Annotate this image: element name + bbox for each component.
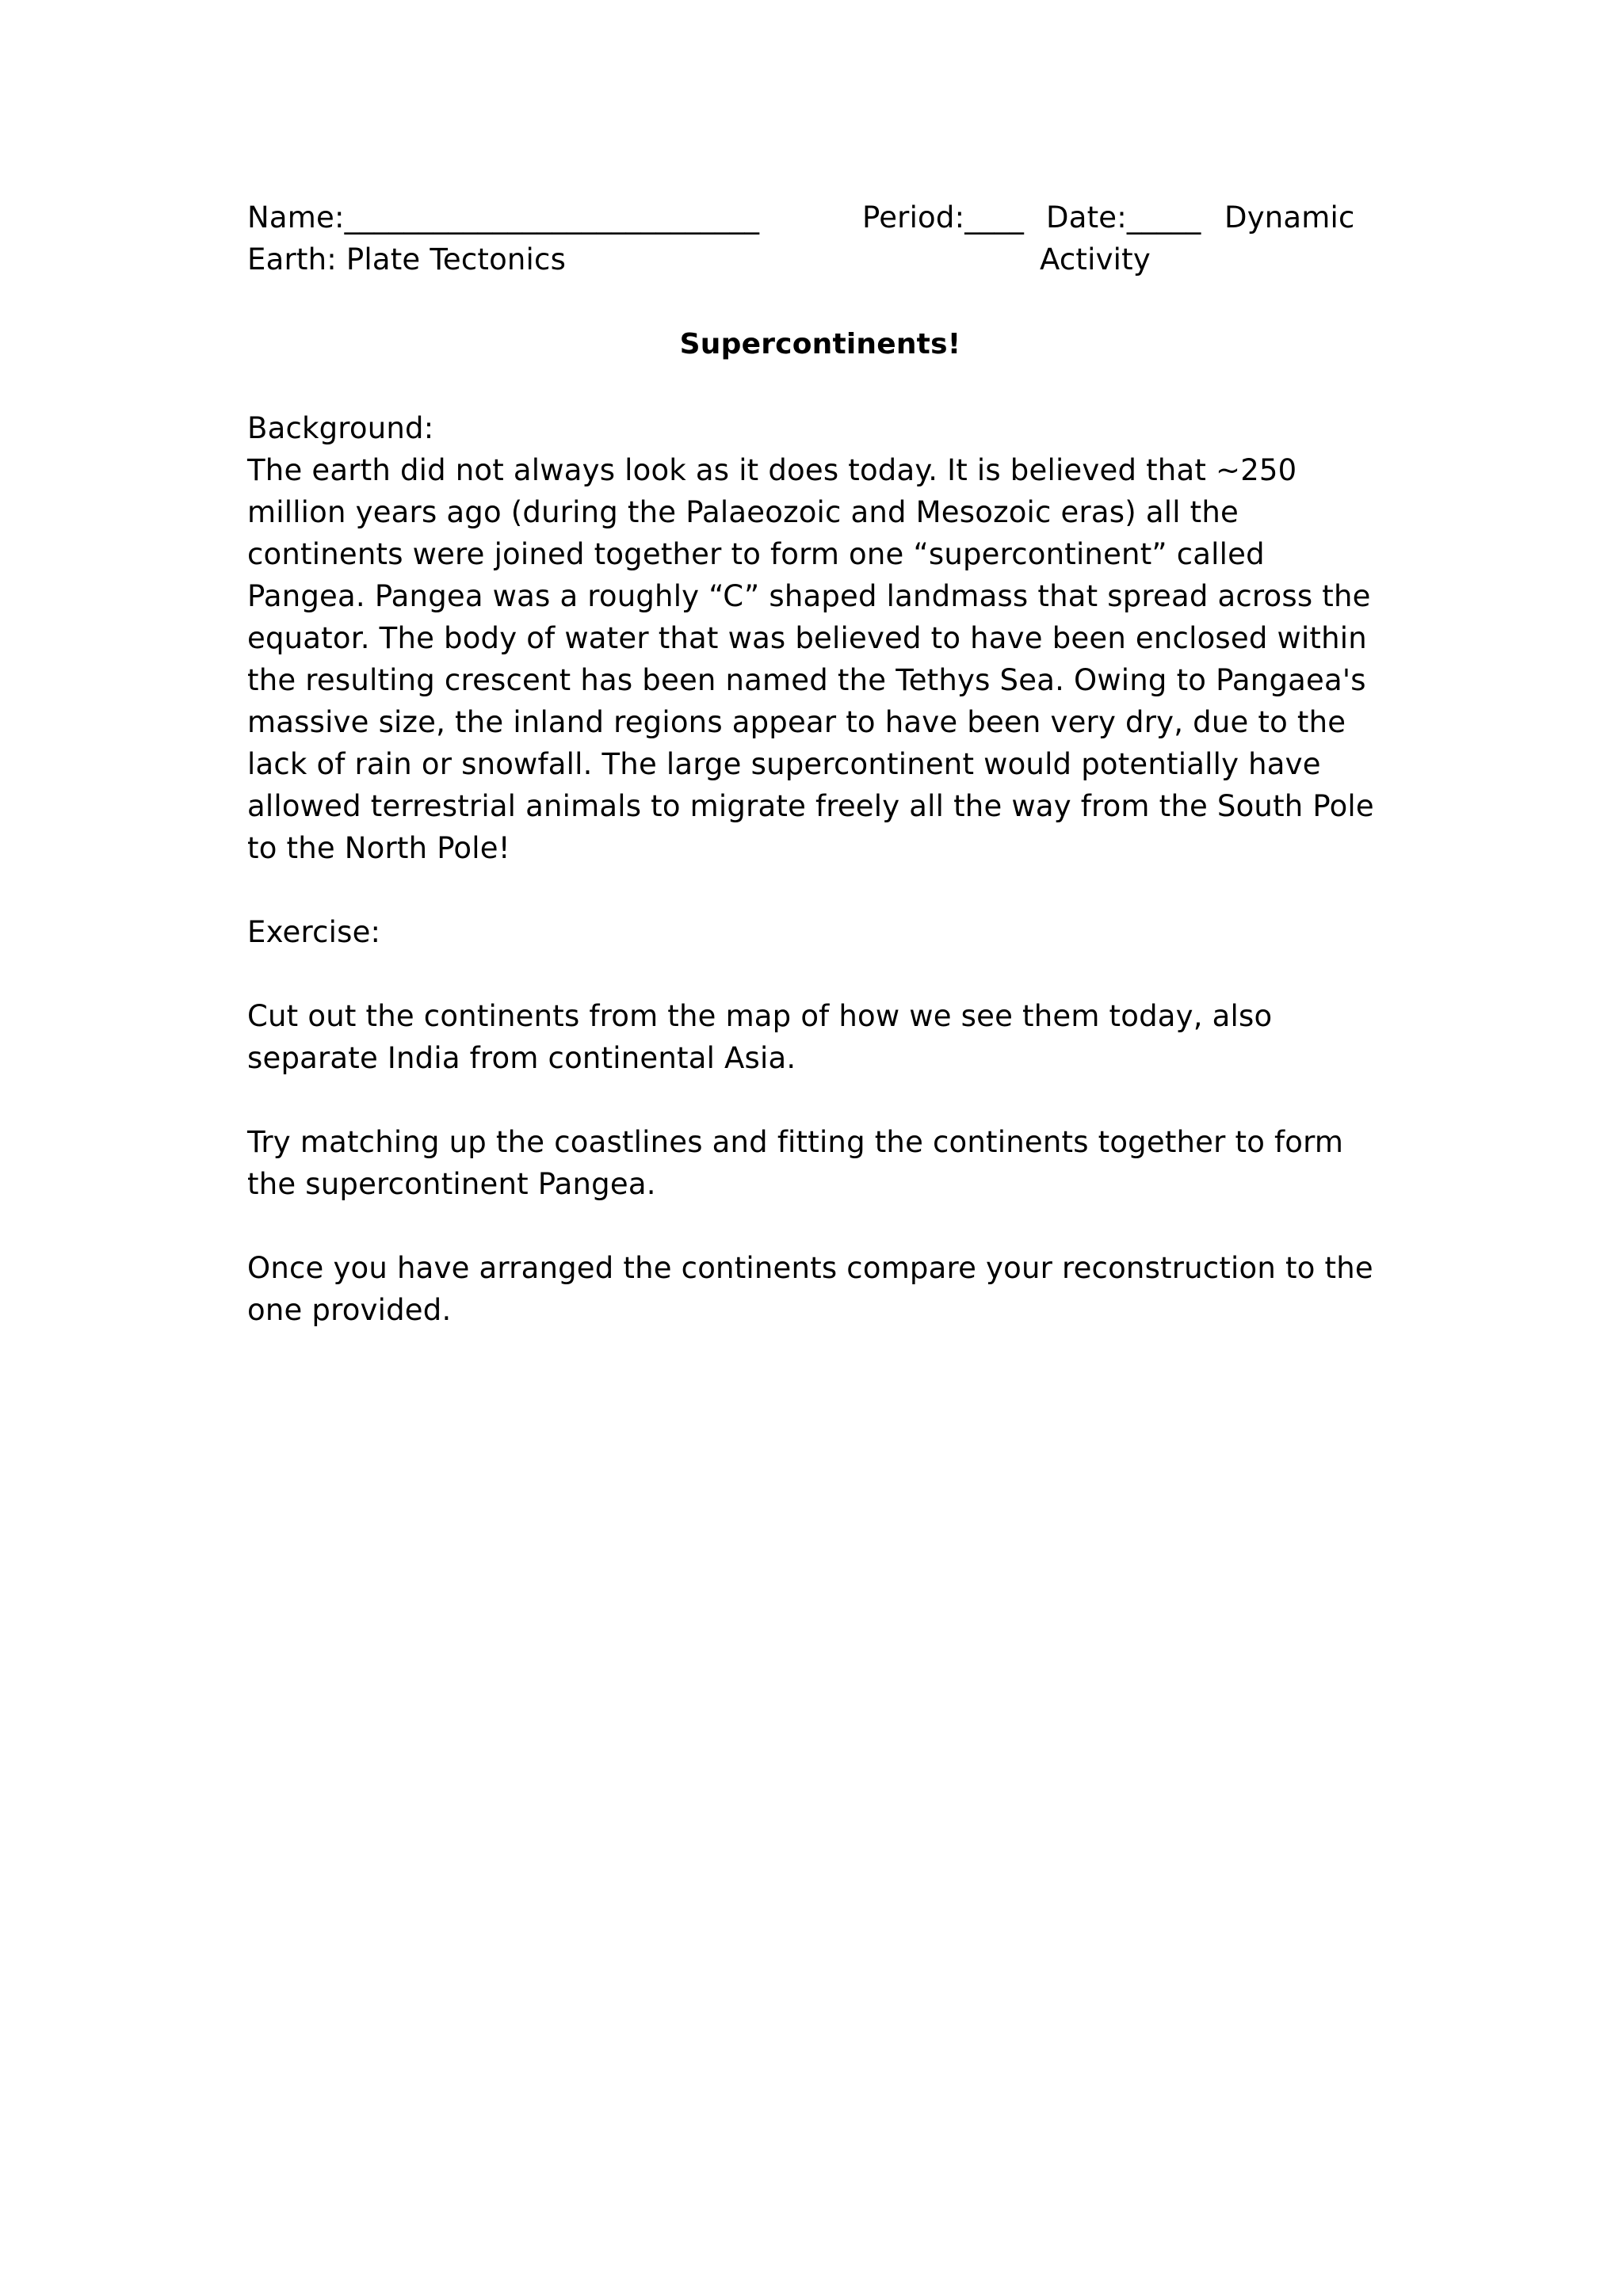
background-heading: Background: [247,411,434,445]
name-field-label: Name:____________________________ [247,200,760,235]
course-title-part-1: Dynamic [1224,200,1355,235]
exercise-step: Try matching up the coastlines and fitting the continents together to form the supercontinent Pangea. [247,1125,1344,1201]
exercise-step: Once you have arranged the continents compare your reconstruction to the one provided. [247,1251,1373,1327]
header-row-1 [247,196,1388,238]
worksheet-content [247,196,1388,1331]
exercise-heading: Exercise: [247,915,381,949]
period-field-label: Period:____ [862,200,1025,235]
header-row-2 [247,238,1388,280]
date-field-label: Date:_____ [1046,200,1201,235]
background-paragraph: The earth did not always look as it does today. It is believed that ~250 million years ago (during the Palaeozoic and Mesozoic eras) all the continents were joined together to form one “supercontinent” called Pangea. Pangea was a roughly “C” shaped landmass that spread across the equator. The body of water that was believed to have been enclosed within the resulting crescent has been named the Tethys Sea. Owing to Pangaea's massive size, the inland regions appear to have been very dry, due to the lack of rain or snowfall. The large supercontinent would potentially have allowed terrestrial animals to migrate freely all the way from the South Pole to the North Pole! [247,453,1374,865]
activity-label: Activity [1040,242,1151,277]
page-title: Supercontinents! [679,328,961,360]
course-title-part-2: Earth: Plate Tectonics [247,242,567,277]
exercise-step: Cut out the continents from the map of how we see them today, also separate India from continental Asia. [247,999,1273,1075]
